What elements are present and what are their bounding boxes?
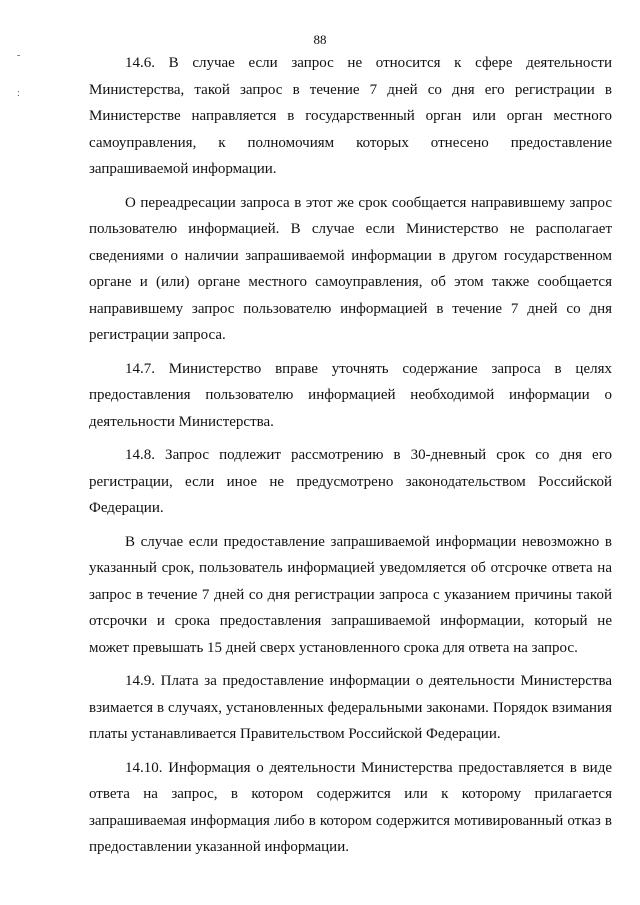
paragraph-deferral: В случае если предоставление запрашиваемой информации невозможно в указанный срок, пользователь информацией уведомляется об отсрочке ответа на запрос в течение 7 дней со дня регистрации запроса с указанием причины такой отсрочки и срока предоставления запрашиваемой информации, который не может превышать 15 дней сверх установленного срока для ответа на запрос. xyxy=(89,533,612,656)
margin-colon-mark: : xyxy=(17,88,20,99)
paragraph-14-7: 14.7. Министерство вправе уточнять содержание запроса в целях предоставления пользователю информацией необходимой информации о деятельности Министерства. xyxy=(89,360,612,430)
paragraph-14-9: 14.9. Плата за предоставление информации о деятельности Министерства взимается в случаях, установленных федеральными законами. Порядок взимания платы устанавливается Правительством Российской Федерации. xyxy=(89,673,612,742)
paragraph-14-10: 14.10. Информация о деятельности Министерства предоставляется в виде ответа на запрос, в котором содержится или к которому прилагается запрашиваемая информация либо в котором содержится мотивированный отказ в предоставлении указанной информации. xyxy=(89,759,612,855)
margin-dash-mark: - xyxy=(17,50,21,61)
paragraph-14-6: 14.6. В случае если запрос не относится к сфере деятельности Министерства, такой запрос в течение 7 дней со дня его регистрации в Министерстве направляется в государственный орган или орган местного самоуправления, к полномочиям которых отнесено предоставление запрашиваемой информации. xyxy=(89,55,612,177)
document-body xyxy=(89,50,612,868)
paragraph-redirect-notice: О переадресации запроса в этот же срок сообщается направившему запрос пользователю информацией. В случае если Министерство не располагает сведениями о наличии запрашиваемой информации в другом государственном органе и (или) органе местного самоуправления, об этом также сообщается направившему запрос пользователю информацией в течение 7 дней со дня регистрации запроса. xyxy=(89,194,612,343)
paragraph-14-8: 14.8. Запрос подлежит рассмотрению в 30-дневный срок со дня его регистрации, если иное не предусмотрено законодательством Российской Федерации. xyxy=(89,447,612,516)
page-number: 88 xyxy=(313,32,327,47)
